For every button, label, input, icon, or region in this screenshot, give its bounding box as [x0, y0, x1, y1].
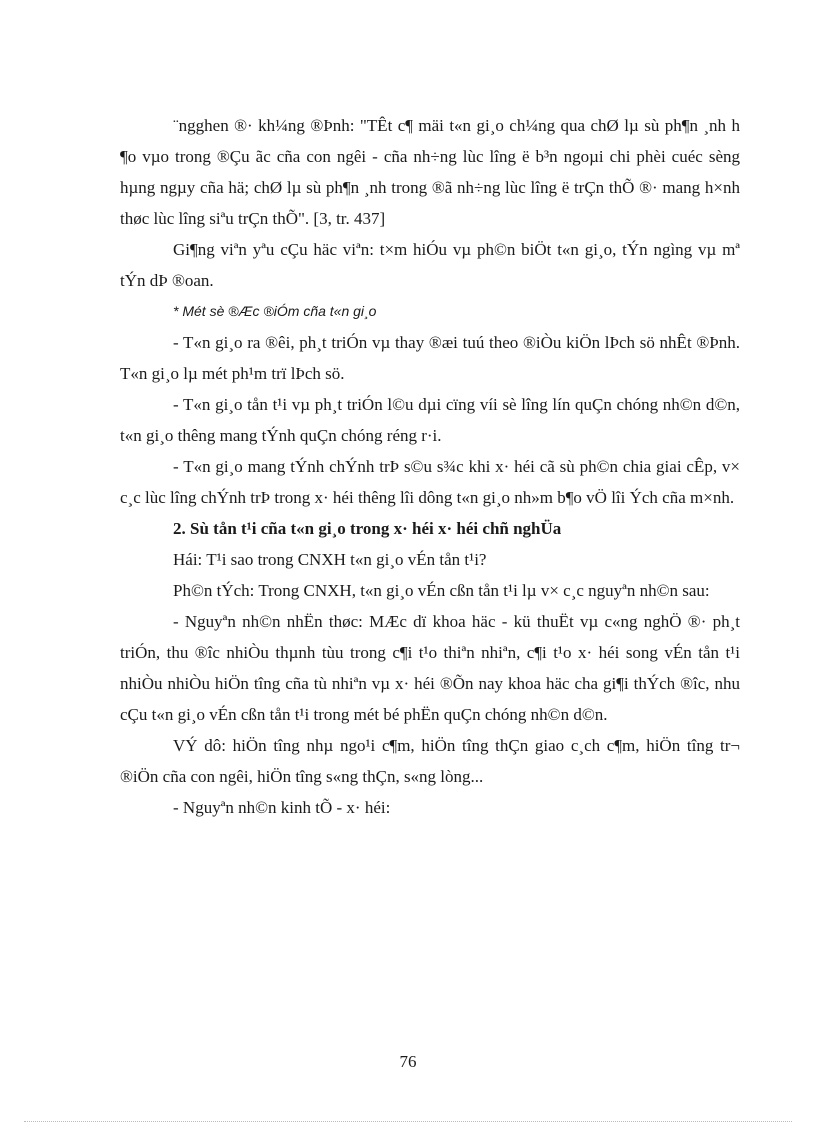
section-heading-2: 2. Sù tån t¹i cña t«n gi¸o trong x· héi x· héi chñ nghÜa [173, 519, 562, 538]
page-number: 76 [399, 1052, 417, 1071]
paragraph-feature-3: - T«n gi¸o mang tÝnh chÝnh trÞ s©u s¾c khi x· héi cã sù ph©n chia giai cÊp, v× c¸c lùc lîng chÝnh trÞ trong x· héi thêng lîi dông t«n gi¸o nh»m b¶o vÖ lîi Ých cña m×nh. [120, 457, 740, 507]
subheading-religion-features: * Mét sè ®Æc ®iÓm cña t«n gi¸o [173, 303, 377, 319]
paragraph-feature-1: - T«n gi¸o ra ®êi, ph¸t triÓn vµ thay ®æi tuú theo ®iÒu kiÖn lÞch sö nhÊt ®Þnh. T«n gi¸o lµ mét ph¹m trï lÞch sö. [120, 333, 740, 383]
page-bottom-divider [24, 1121, 792, 1122]
paragraph-engels-quote: ¨ngghen ®· kh¼ng ®Þnh: "TÊt c¶ mäi t«n gi¸o ch¼ng qua chØ lµ sù ph¶n ¸nh h ¶o vµo trong ®Çu ãc cña con ngêi - cña nh÷ng lùc lîng ë b³n ngoµi chi phèi cuéc sèng hµng ngµy cña hä; chØ lµ sù ph¶n ¸nh trong ®ã nh÷ng lùc lîng ë trÇn thÕ ®· mang h×nh thøc lùc lîng siªu trÇn thÕ". [3, tr. 437] [120, 116, 740, 228]
paragraph-example: VÝ dô: hiÖn tîng nhµ ngo¹i c¶m, hiÖn tîng thÇn giao c¸ch c¶m, hiÖn tîng tr¬ ®iÖn cña con ngêi, hiÖn tîng s«ng thÇn, s«ng lòng... [120, 736, 740, 786]
paragraph-question: Hái: T¹i sao trong CNXH t«n gi¸o vÉn tån t¹i? [173, 550, 487, 569]
paragraph-teacher-request: Gi¶ng viªn yªu cÇu häc viªn: t×m hiÓu vµ ph©n biÖt t«n gi¸o, tÝn ngìng vµ mª tÝn dÞ ®oan. [120, 240, 740, 290]
paragraph-economic-cause: - Nguyªn nh©n kinh tÕ - x· héi: [173, 798, 391, 817]
paragraph-feature-2: - T«n gi¸o tån t¹i vµ ph¸t triÓn l©u dµi cïng víi sè lîng lín quÇn chóng nh©n d©n, t«n gi¸o thêng mang tÝnh quÇn chóng réng r·i. [120, 395, 740, 445]
document-body [120, 110, 740, 823]
paragraph-analysis: Ph©n tÝch: Trong CNXH, t«n gi¸o vÉn cßn tån t¹i lµ v× c¸c nguyªn nh©n sau: [173, 581, 710, 600]
paragraph-cognitive-cause: - Nguyªn nh©n nhËn thøc: MÆc dï khoa häc - kü thuËt vµ c«ng nghÖ ®· ph¸t triÓn, thu ®îc nhiÒu thµnh tùu trong c¶i t¹o thiªn nhiªn, c¶i t¹o x· héi song vÉn tån t¹i nhiÒu nhiÒu hiÖn tîng cña tù nhiªn vµ x· héi ®Õn nay khoa häc cha gi¶i thÝch ®îc, nhu cÇu t«n gi¸o vÉn cßn tån t¹i trong mét bé phËn quÇn chóng nh©n d©n. [120, 612, 740, 724]
